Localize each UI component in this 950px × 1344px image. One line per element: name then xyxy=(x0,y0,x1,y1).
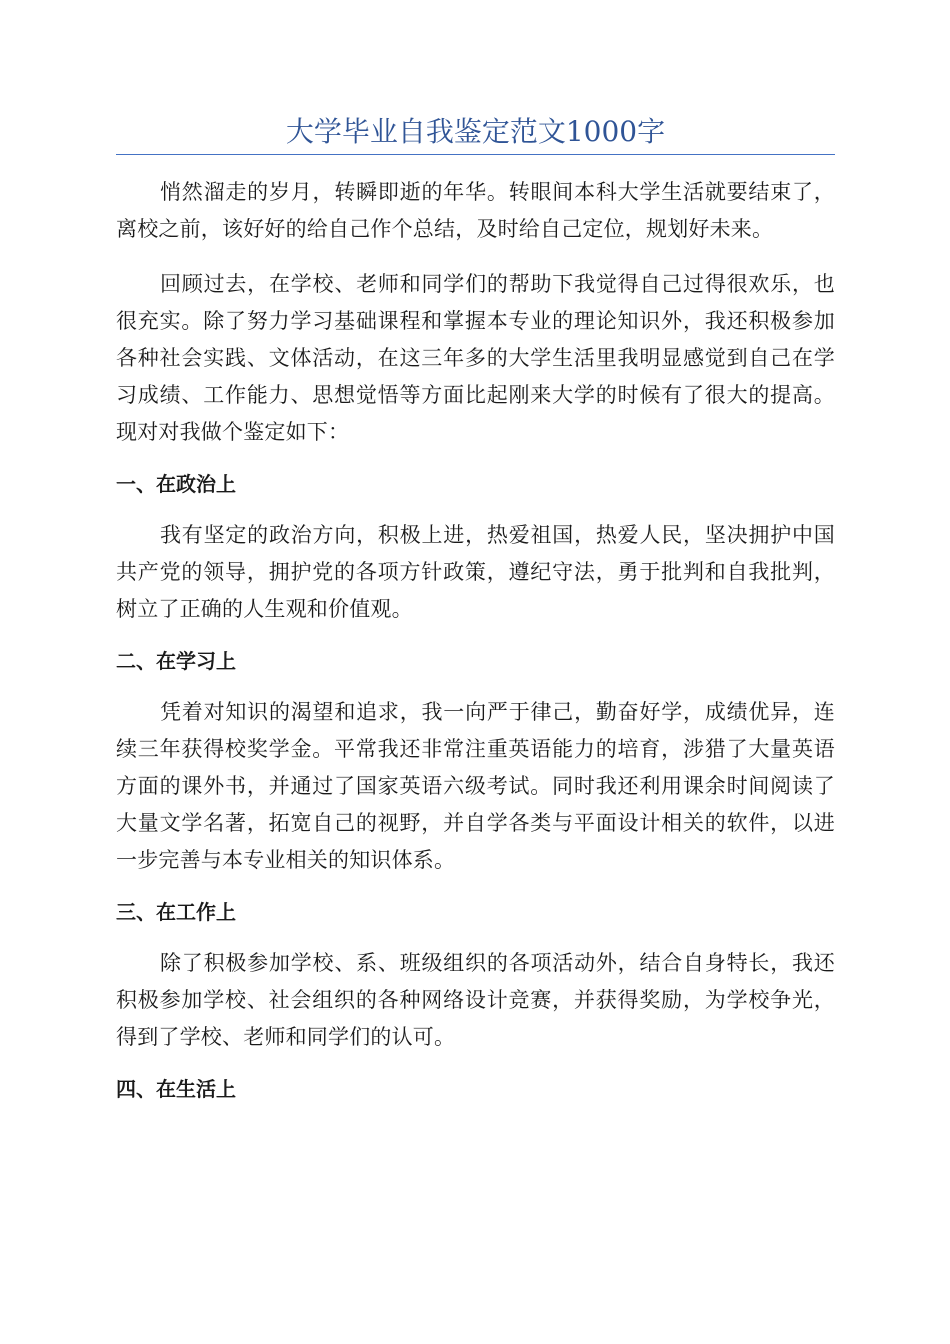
paragraph-politics: 我有坚定的政治方向，积极上进，热爱祖国，热爱人民，坚决拥护中国共产党的领导，拥护党的各项方针政策，遵纪守法，勇于批判和自我批判，树立了正确的人生观和价值观。 xyxy=(116,523,835,621)
heading-study: 二、在学习上 xyxy=(116,649,236,673)
title-underline xyxy=(116,154,835,155)
heading-politics: 一、在政治上 xyxy=(116,472,236,496)
paragraph-intro: 悄然溜走的岁月，转瞬即逝的年华。转眼间本科大学生活就要结束了，离校之前，该好好的给自己作个总结，及时给自己定位，规划好未来。 xyxy=(116,180,835,241)
heading-life: 四、在生活上 xyxy=(116,1077,236,1101)
paragraph-work: 除了积极参加学校、系、班级组织的各项活动外，结合自身特长，我还积极参加学校、社会组织的各种网络设计竞赛，并获得奖励，为学校争光，得到了学校、老师和同学们的认可。 xyxy=(116,951,835,1049)
paragraph-study: 凭着对知识的渴望和追求，我一向严于律己，勤奋好学，成绩优异，连续三年获得校奖学金。平常我还非常注重英语能力的培育，涉猎了大量英语方面的课外书，并通过了国家英语六级考试。同时我还利用课余时间阅读了大量文学名著，拓宽自己的视野，并自学各类与平面设计相关的软件，以进一步完善与本专业相关的知识体系。 xyxy=(116,700,835,872)
document-title: 大学毕业自我鉴定范文1000字 xyxy=(285,115,666,148)
heading-work: 三、在工作上 xyxy=(116,900,236,924)
document-body xyxy=(116,174,835,1122)
paragraph-review: 回顾过去，在学校、老师和同学们的帮助下我觉得自己过得很欢乐，也很充实。除了努力学习基础课程和掌握本专业的理论知识外，我还积极参加各种社会实践、文体活动，在这三年多的大学生活里我明显感觉到自己在学习成绩、工作能力、思想觉悟等方面比起刚来大学的时候有了很大的提高。现对对我做个鉴定如下： xyxy=(116,272,835,444)
